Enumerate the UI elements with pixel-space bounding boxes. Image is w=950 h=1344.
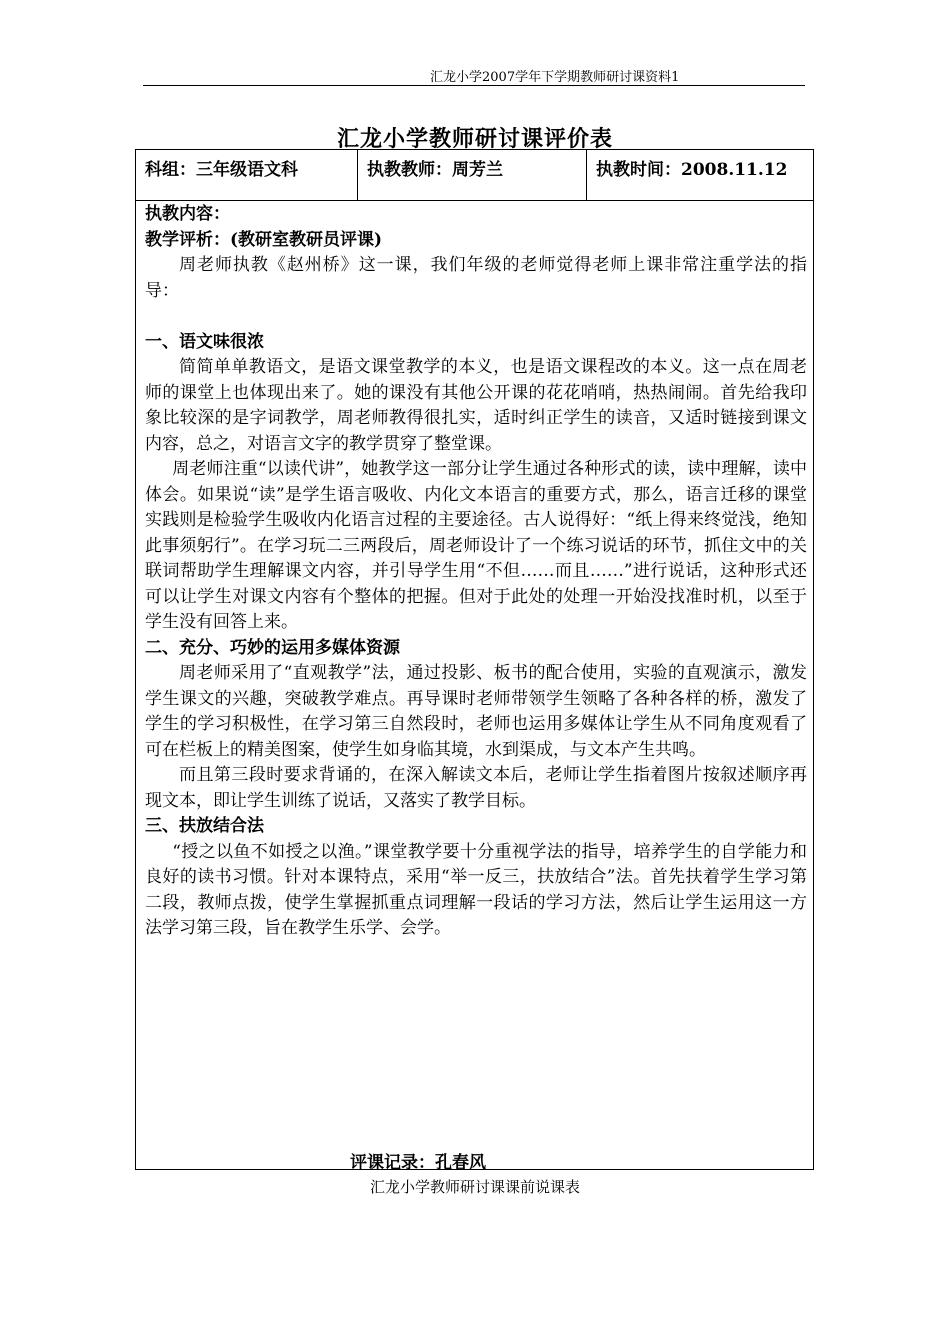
section-1-paragraph-1: 简简单单教语文，是语文课堂教学的本义，也是语文课程改的本义。这一点在周老师的课堂上也体现出来了。她的课没有其他公开课的花花哨哨，热热闹闹。首先给我印象比较深的是字词教学，周老师教得很扎实，适时纠正学生的读音，又适时链接到课文内容，总之，对语言文字的教学贯穿了整堂课。 [145, 357, 807, 454]
section-2-paragraph-1: 周老师采用了“直观教学”法，通过投影、板书的配合使用，实验的直观演示，激发学生课文的兴趣，突破教学难点。再导课时老师带领学生领略了各种各样的桥，激发了学生的学习积极性，在学习第三自然段时，老师也运用多媒体让学生从不同角度观看了可在栏板上的精美图案，使学生如身临其境，水到渠成，与文本产生共鸣。 [145, 663, 807, 760]
footer-caption: 汇龙小学教师研讨课课前说课表 [369, 1178, 580, 1196]
reviewer-record: 评课记录：孔春风 [350, 1153, 486, 1173]
evaluation-table [135, 149, 814, 1173]
subject-group-cell: 科组：三年级语文科 [136, 150, 358, 200]
time-cell: 执教时间：2008.11.12 [596, 160, 788, 180]
info-row [136, 150, 813, 201]
section-1-heading: 一、语文味很浓 [145, 331, 264, 352]
section-1-paragraph-2: 周老师注重“以读代讲”，她教学这一部分让学生通过各种形式的读，读中理解，读中体会。如果说“读”是学生语言吸收、内化文本语言的重要方式，那么，语言迁移的课堂实践则是检验学生吸收内化语言过程的主要途径。古人说得好：“纸上得来终觉浅，绝知此事须躬行”。在学习玩二三两段后，周老师设计了一个练习说话的环节，抓住文中的关联词帮助学生理解课文内容，并引导学生用“不但……而且……”进行说话，这种形式还可以让学生对课文内容有个整体的把握。但对于此处的处理一开始没找准时机，以至于学生没有回答上来。 [145, 459, 807, 632]
section-3-paragraph-1: “授之以鱼不如授之以渔。”课堂教学要十分重视学法的指导，培养学生的自学能力和良好的读书习惯。针对本课特点，采用“举一反三，扶放结合”法。首先扶着学生学习第二段，教师点拨，使学生掌握抓重点词理解一段话的学习方法，然后让学生运用这一方法学习第三段，旨在教学生乐学、会学。 [145, 841, 807, 938]
document-title: 汇龙小学教师研讨课评价表 [336, 126, 613, 152]
teacher-cell: 执教教师：周芳兰 [358, 150, 587, 200]
intro-paragraph: 周老师执教《赵州桥》这一课，我们年级的老师觉得老师上课非常注重学法的指导： [145, 255, 807, 301]
section-2-heading: 二、充分、巧妙的运用多媒体资源 [145, 637, 400, 658]
analysis-heading: 教学评析：(教研室教研员评课) [145, 229, 383, 250]
evaluation-body [145, 202, 807, 942]
section-2-paragraph-2: 而且第三段时要求背诵的，在深入解读文本后，老师让学生指着图片按叙述顺序再现文本，即让学生训练了说话，又落实了教学目标。 [145, 765, 807, 811]
blank-line [145, 304, 807, 330]
header-rule [143, 85, 805, 86]
content-label: 执教内容： [145, 204, 230, 224]
section-3-heading: 三、扶放结合法 [145, 816, 264, 836]
running-header: 汇龙小学2007学年下学期教师研讨课资料1 [430, 70, 680, 85]
